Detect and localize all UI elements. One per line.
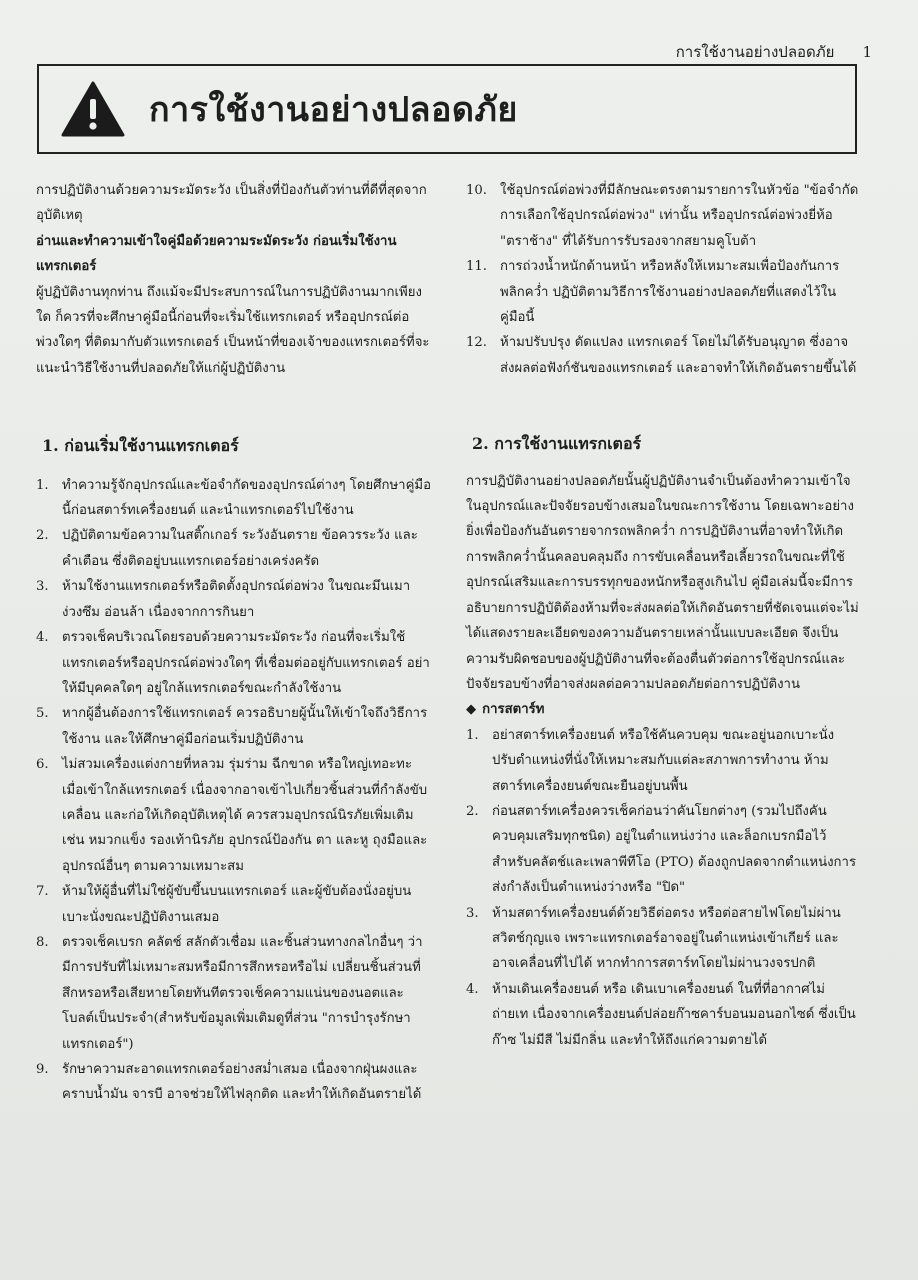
- list-item: [36, 701, 431, 752]
- item-text: ปฏิบัติตามข้อความในสติ๊กเกอร์ ระวังอันตราย ข้อควรระวัง และคำเตือน ซึ่งติดอยู่บนแทรกเตอร์อย่างเคร่งครัด: [62, 528, 418, 569]
- list-item: [36, 752, 431, 879]
- item-number: 7.: [36, 884, 49, 900]
- item-number: 5.: [36, 706, 49, 722]
- list-item: [36, 930, 431, 1057]
- list-item: [466, 799, 861, 901]
- item-number: 2.: [466, 803, 479, 819]
- warning-triangle-icon: [61, 81, 125, 137]
- item-number: 4.: [36, 630, 49, 646]
- item-number: 3.: [466, 905, 479, 921]
- intro-paragraph-2: อ่านและทำความเข้าใจคู่มือด้วยความระมัดระวัง ก่อนเริ่มใช้งานแทรกเตอร์: [36, 233, 397, 275]
- item-number: 1.: [466, 727, 479, 743]
- item-number: 4.: [466, 981, 479, 997]
- section-1-list: [36, 473, 431, 1108]
- section-2-heading: 2. การใช้งานแทรกเตอร์: [472, 434, 642, 454]
- section-1-list-continued: [466, 178, 861, 381]
- list-item: [466, 977, 861, 1053]
- item-number: 12.: [466, 335, 487, 351]
- list-item: [36, 574, 431, 625]
- list-item: [466, 254, 861, 330]
- item-number: 8.: [36, 934, 49, 950]
- item-text: ห้ามใช้งานแทรกเตอร์หรือติดตั้งอุปกรณ์ต่อพ่วง ในขณะมึนเมา ง่วงซึม อ่อนล้า เนื่องจากการกินยา: [62, 579, 411, 620]
- item-number: 3.: [36, 579, 49, 595]
- list-item: [36, 473, 431, 524]
- intro-paragraph-1: การปฏิบัติงานด้วยความระมัดระวัง เป็นสิ่งที่ป้องกันตัวท่านที่ดีที่สุดจากอุบัติเหตุ: [36, 183, 427, 224]
- item-number: 11.: [466, 259, 487, 275]
- list-item: [36, 1057, 431, 1108]
- item-number: 6.: [36, 757, 49, 773]
- subheading-text: การสตาร์ท: [482, 702, 545, 718]
- item-text: ทำความรู้จักอุปกรณ์และข้อจำกัดของอุปกรณ์ต่างๆ โดยศึกษาคู่มือนี้ก่อนสตาร์ทเครื่องยนต์ และนำแทรกเตอร์ไปใช้งาน: [62, 477, 432, 519]
- item-text: ห้ามปรับปรุง ดัดแปลง แทรกเตอร์ โดยไม่ได้รับอนุญาต ซึ่งอาจส่งผลต่อฟังก์ชันของแทรกเตอร์ และอาจทำให้เกิดอันตรายขึ้นได้: [500, 335, 857, 376]
- page-number: 1: [862, 43, 872, 61]
- item-number: 2.: [36, 528, 49, 544]
- title-banner: [37, 64, 857, 154]
- item-text: ห้ามสตาร์ทเครื่องยนต์ด้วยวิธีต่อตรง หรือต่อสายไฟโดยไม่ผ่านสวิตช์กุญแจ เพราะแทรกเตอร์อาจอยู่ในตำแหน่งเข้าเกียร์ และอาจเคลื่อนที่ไปได้ หากทำการสตาร์ทโดยไม่ผ่านวงจรปกติ: [492, 905, 841, 972]
- item-text: ห้ามให้ผู้อื่นที่ไม่ใช่ผู้ขับขึ้นบนแทรกเตอร์ และผู้ขับต้องนั่งอยู่บนเบาะนั่งขณะปฏิบัติงานเสมอ: [62, 884, 412, 925]
- left-column: [36, 178, 431, 1108]
- item-text: รักษาความสะอาดแทรกเตอร์อย่างสม่ำเสมอ เนื่องจากฝุ่นผงและคราบน้ำมัน จารบี อาจช่วยให้ไฟลุกติด และทำให้เกิดอันตรายได้: [62, 1062, 422, 1103]
- item-text: การถ่วงน้ำหนักด้านหน้า หรือหลังให้เหมาะสมเพื่อป้องกันการพลิกคว่ำ ปฏิบัติตามวิธีการใช้งานอย่างปลอดภัยที่แสดงไว้ในคู่มือนี้: [500, 259, 840, 326]
- starting-subheading: [466, 697, 861, 722]
- item-text: อย่าสตาร์ทเครื่องยนต์ หรือใช้คันควบคุม ขณะอยู่นอกเบาะนั่ง ปรับตำแหน่งที่นั่งให้เหมาะสมกับแต่ละสภาพการทำงาน ห้ามสตาร์ทเครื่องยนต์ขณะยืนอยู่บนพื้น: [492, 727, 835, 794]
- intro-paragraph-3: ผู้ปฏิบัติงานทุกท่าน ถึงแม้จะมีประสบการณ์ในการปฏิบัติงานมากเพียงใด ก็ควรที่จะศึกษาคู่มือนี้ก่อนที่จะเริ่มใช้แทรกเตอร์ หรืออุปกรณ์ต่อพ่วงใดๆ ที่ติดมากับตัวแทรกเตอร์ เป็นหน้าที่ของเจ้าของแทรกเตอร์ที่จะแนะนำวิธีใช้งานที่ปลอดภัยให้แก่ผู้ปฏิบัติงาน: [36, 284, 430, 376]
- item-text: ใช้อุปกรณ์ต่อพ่วงที่มีลักษณะตรงตามรายการในหัวข้อ "ข้อจำกัดการเลือกใช้อุปกรณ์ต่อพ่วง" เท่านั้น หรืออุปกรณ์ต่อพ่วงยี่ห้อ "ตราช้าง" ที่ได้รับการรับรองจากสยามคูโบต้า: [500, 183, 859, 249]
- item-text: หากผู้อื่นต้องการใช้แทรกเตอร์ ควรอธิบายผู้นั้นให้เข้าใจถึงวิธีการใช้งาน และให้ศึกษาคู่มือก่อนเริ่มปฏิบัติงาน: [62, 706, 428, 747]
- item-number: 1.: [36, 477, 49, 493]
- item-number: 10.: [466, 183, 487, 198]
- diamond-bullet-icon: ◆: [466, 702, 477, 718]
- section-1-heading: 1. ก่อนเริ่มใช้งานแทรกเตอร์: [42, 436, 239, 456]
- list-item: [36, 879, 431, 930]
- section-2-list: [466, 723, 861, 1053]
- running-title: การใช้งานอย่างปลอดภัย: [675, 43, 835, 61]
- item-text: ตรวจเช็คเบรก คลัตช์ สลักตัวเชื่อม และชิ้นส่วนทางกลไกอื่นๆ ว่ามีการปรับที่ไม่เหมาะสมหรือมีการสึกหรอหรือไม่ เปลี่ยนชิ้นส่วนที่สึกหรอหรือเสียหายโดยทันทีตรวจเช็คความแน่นของนอตและโบลต์เป็นประจำ(สำหรับข้อมูลเพิ่มเติมดูที่ส่วน "การบำรุงรักษาแทรกเตอร์"): [62, 934, 423, 1052]
- running-header: [676, 40, 872, 64]
- item-text: ไม่สวมเครื่องแต่งกายที่หลวม รุ่มร่าม ฉีกขาด หรือใหญ่เทอะทะ เมื่อเข้าใกล้แทรกเตอร์ เนื่องจากอาจเข้าไปเกี่ยวชิ้นส่วนที่กำลังขับเคลื่อน และก่อให้เกิดอุบัติเหตุได้ ควรสวมอุปกรณ์นิรภัยเพิ่มเติม เช่น หมวกแข็ง รองเท้านิรภัย อุปกรณ์ป้องกัน ตา และหู ถุงมือและอุปกรณ์อื่นๆ ตามความเหมาะสม: [62, 757, 428, 874]
- list-item: [36, 523, 431, 574]
- section-2-paragraph: การปฏิบัติงานอย่างปลอดภัยนั้นผู้ปฏิบัติงานจำเป็นต้องทำความเข้าใจในอุปกรณ์และปัจจัยรอบข้างเสมอในขณะการใช้งาน โดยเฉพาะอย่างยิ่งเพื่อป้องกันอันตรายจากรถพลิกคว่ำ การปฏิบัติงานที่อาจทำให้เกิดการพลิกคว่ำนั้นคลอบคลุมถึง การขับเคลื่อนหรือเลี้ยวรถในขณะที่ใช้อุปกรณ์เสริมและการบรรทุกของหนักหรือสูงเกินไป คู่มือเล่มนี้จะมีการอธิบายการปฏิบัติต้องห้ามที่จะส่งผลต่อให้เกิดอันตรายที่ชัดเจนแต่จะไม่ได้แสดงรายละเอียดของความอันตรายเหล่านั้นแบบละเอียด จึงเป็นความรับผิดชอบของผู้ปฏิบัติงานที่จะต้องตื่นตัวต่อการใช้อุปกรณ์และปัจจัยรอบข้างที่อาจส่งผลต่อความปลอดภัยต่อการปฏิบัติงาน: [466, 473, 859, 692]
- item-text: ห้ามเดินเครื่องยนต์ หรือ เดินเบาเครื่องยนต์ ในที่ที่อากาศไม่ถ่ายเท เนื่องจากเครื่องยนต์ปล่อยก๊าซคาร์บอนมอนอกไซด์ ซึ่งเป็นก๊าซ ไม่มีสี ไม่มีกลิ่น และทำให้ถึงแก่ความตายได้: [492, 981, 856, 1048]
- list-item: [466, 723, 861, 799]
- page-title: การใช้งานอย่างปลอดภัย: [149, 90, 518, 130]
- item-text: ก่อนสตาร์ทเครื่องควรเช็คก่อนว่าคันโยกต่างๆ (รวมไปถึงคันควบคุมเสริมทุกชนิด) อยู่ในตำแหน่งว่าง และล็อกเบรกมือไว้ สำหรับคลัตช์และเพลาพีทีโอ (PTO) ต้องถูกปลดจากตำแหน่งการส่งกำลังเป็นตำแหน่งว่างหรือ "ปิด": [492, 803, 857, 896]
- list-item: [466, 178, 861, 254]
- item-text: ตรวจเช็คบริเวณโดยรอบด้วยความระมัดระวัง ก่อนที่จะเริ่มใช้แทรกเตอร์หรืออุปกรณ์ต่อพ่วงใดๆ ที่เชื่อมต่ออยู่กับแทรกเตอร์ อย่าให้มีบุคคลใดๆ อยู่ใกล้แทรกเตอร์ขณะกำลังใช้งาน: [62, 630, 430, 696]
- item-number: 9.: [36, 1062, 49, 1077]
- list-item: [466, 330, 861, 381]
- list-item: [36, 625, 431, 701]
- right-column: [466, 178, 861, 1053]
- list-item: [466, 901, 861, 977]
